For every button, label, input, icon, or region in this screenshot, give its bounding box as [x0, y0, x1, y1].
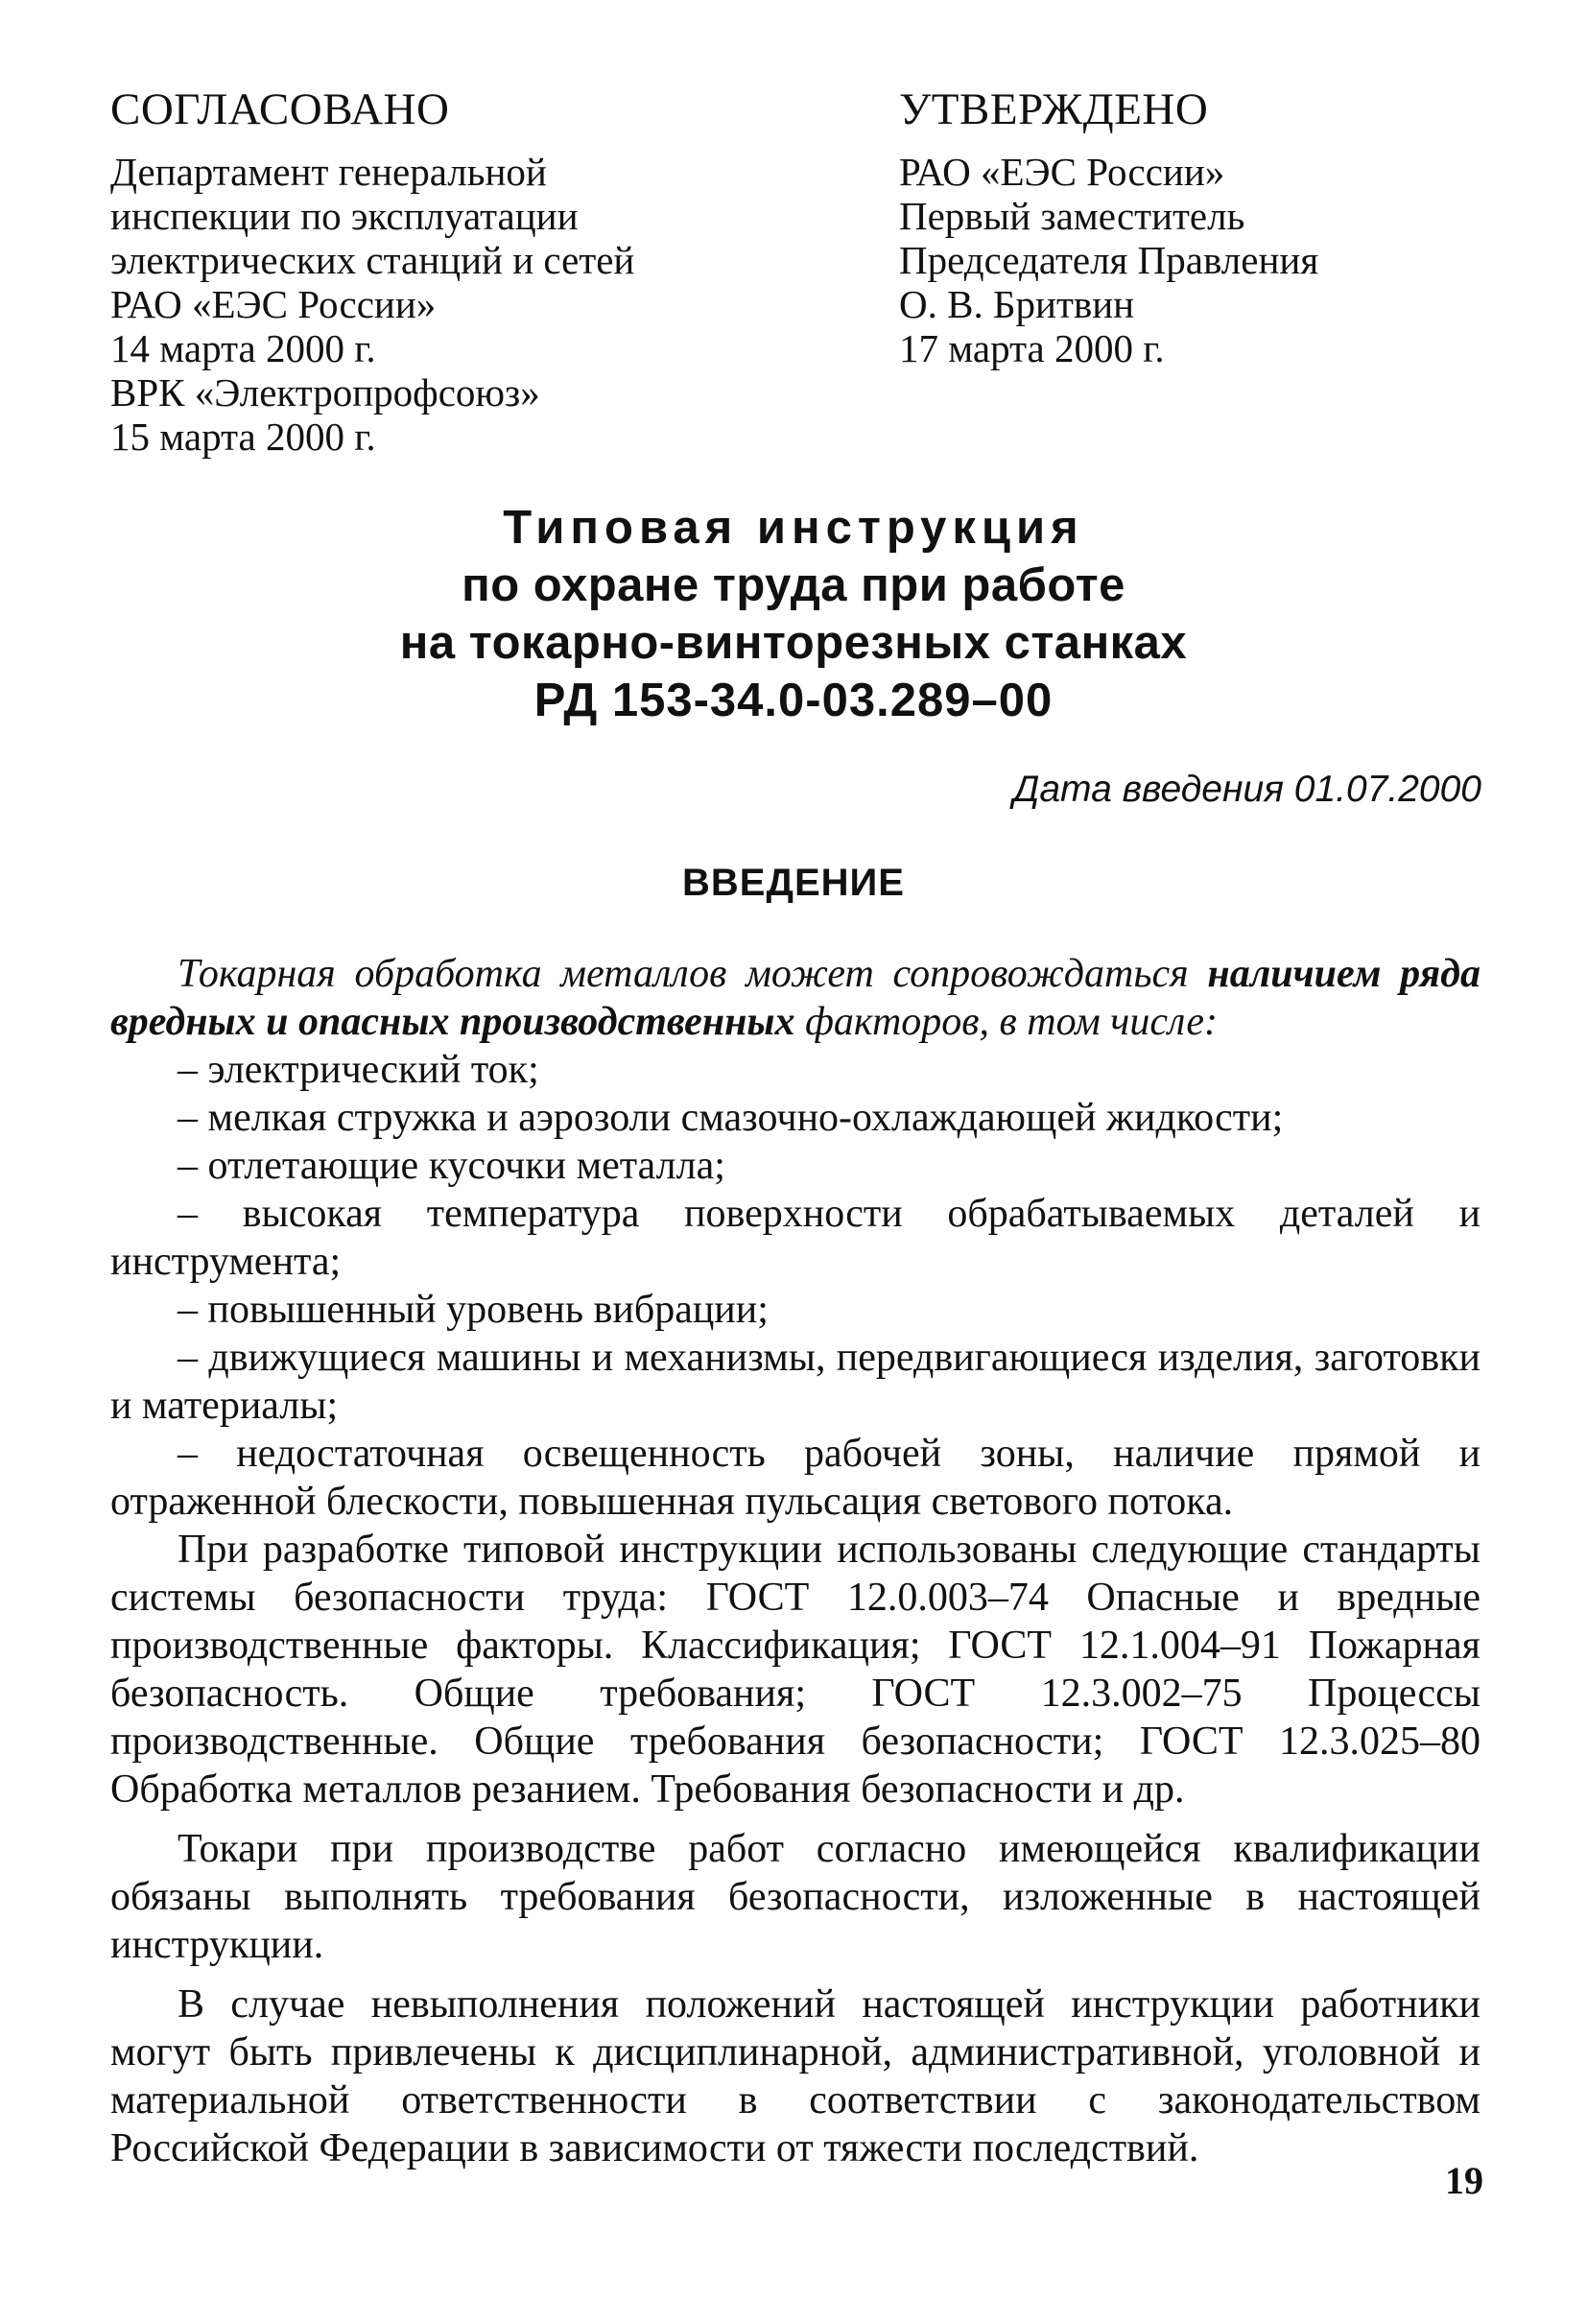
agreed-line: 15 марта 2000 г.	[110, 415, 376, 459]
agreed-block	[110, 84, 634, 459]
approved-block	[899, 84, 1318, 370]
hazard-item: – электрический ток;	[178, 1048, 539, 1092]
hazard-item: – высокая температура поверхности обрабатываемых деталей и инструмента;	[110, 1192, 1480, 1284]
intro-date: Дата введения 01.07.2000	[1012, 769, 1481, 810]
page-number: 19	[1445, 2159, 1483, 2202]
approved-line: Председателя Правления	[899, 238, 1319, 282]
agreed-line: Департамент генеральной	[110, 150, 547, 194]
agreed-line: 14 марта 2000 г.	[110, 326, 376, 370]
approved-line: 17 марта 2000 г.	[899, 326, 1165, 370]
requirements-paragraph: Токари при производстве работ согласно имеющейся квалификации обязаны выполнять требования безопасности, изложенные в настоящей инструкции.	[110, 1827, 1480, 1967]
title-line-3: на токарно-винторезных станках	[399, 617, 1188, 669]
title-line-1: Типовая инструкция	[503, 502, 1084, 554]
body-text	[110, 950, 1480, 2172]
standards-paragraph: При разработке типовой инструкции использованы следующие стандарты системы безопасности труда: ГОСТ 12.0.003–74 Опасные и вредные производственные факторы. Классификация; ГОСТ 12.1.004–91 Пожарная безопасность. Общие требования; ГОСТ 12.3.002–75 Процессы производственные. Общие требования безопасности; ГОСТ 12.3.025–80 Обработка металлов резанием. Требования безопасности и др.	[110, 1528, 1480, 1812]
hazard-item: – мелкая стружка и аэрозоли смазочно-охлаждающей жидкости;	[178, 1096, 1284, 1140]
section-title: ВВЕДЕНИЕ	[682, 862, 905, 904]
intro-text-start: Токарная обработка металлов может сопровождаться	[178, 952, 1208, 996]
hazard-item: – недостаточная освещенность рабочей зоны, наличие прямой и отраженной блескости, повышенная пульсация светового потока.	[110, 1432, 1480, 1524]
agreed-line: электрических станций и сетей	[110, 238, 635, 282]
document-code: РД 153-34.0-03.289–00	[533, 675, 1054, 726]
title-line-2: по охране труда при работе	[462, 559, 1125, 611]
hazard-item: – повышенный уровень вибрации;	[178, 1288, 769, 1332]
liability-paragraph: В случае невыполнения положений настоящей инструкции работники могут быть привлечены к дисциплинарной, административной, уголовной и материальной ответственности в соответствии с законодательством Российской Федерации в зависимости от тяжести последствий.	[110, 1982, 1480, 2170]
intro-paragraph	[110, 950, 1480, 1046]
agreed-line: ВРК «Электропрофсоюз»	[110, 370, 540, 415]
approved-heading: УТВЕРЖДЕНО	[899, 84, 1209, 134]
agreed-line: РАО «ЕЭС России»	[110, 282, 437, 326]
document-title	[0, 499, 1587, 729]
agreed-line: инспекции по эксплуатации	[110, 194, 579, 238]
agreed-heading: СОГЛАСОВАНО	[110, 84, 450, 134]
intro-text-end: факторов, в том числе:	[794, 1000, 1218, 1044]
approved-line: Первый заместитель	[899, 194, 1245, 238]
approved-line: О. В. Бритвин	[899, 282, 1135, 326]
approved-line: РАО «ЕЭС России»	[899, 150, 1225, 194]
intro-text-emphasis: наличием ряда вредных и опасных производственных	[110, 952, 1481, 1044]
hazard-item: – движущиеся машины и механизмы, передвигающиеся изделия, заготовки и материалы;	[110, 1336, 1480, 1428]
hazard-item: – отлетающие кусочки металла;	[178, 1144, 725, 1188]
